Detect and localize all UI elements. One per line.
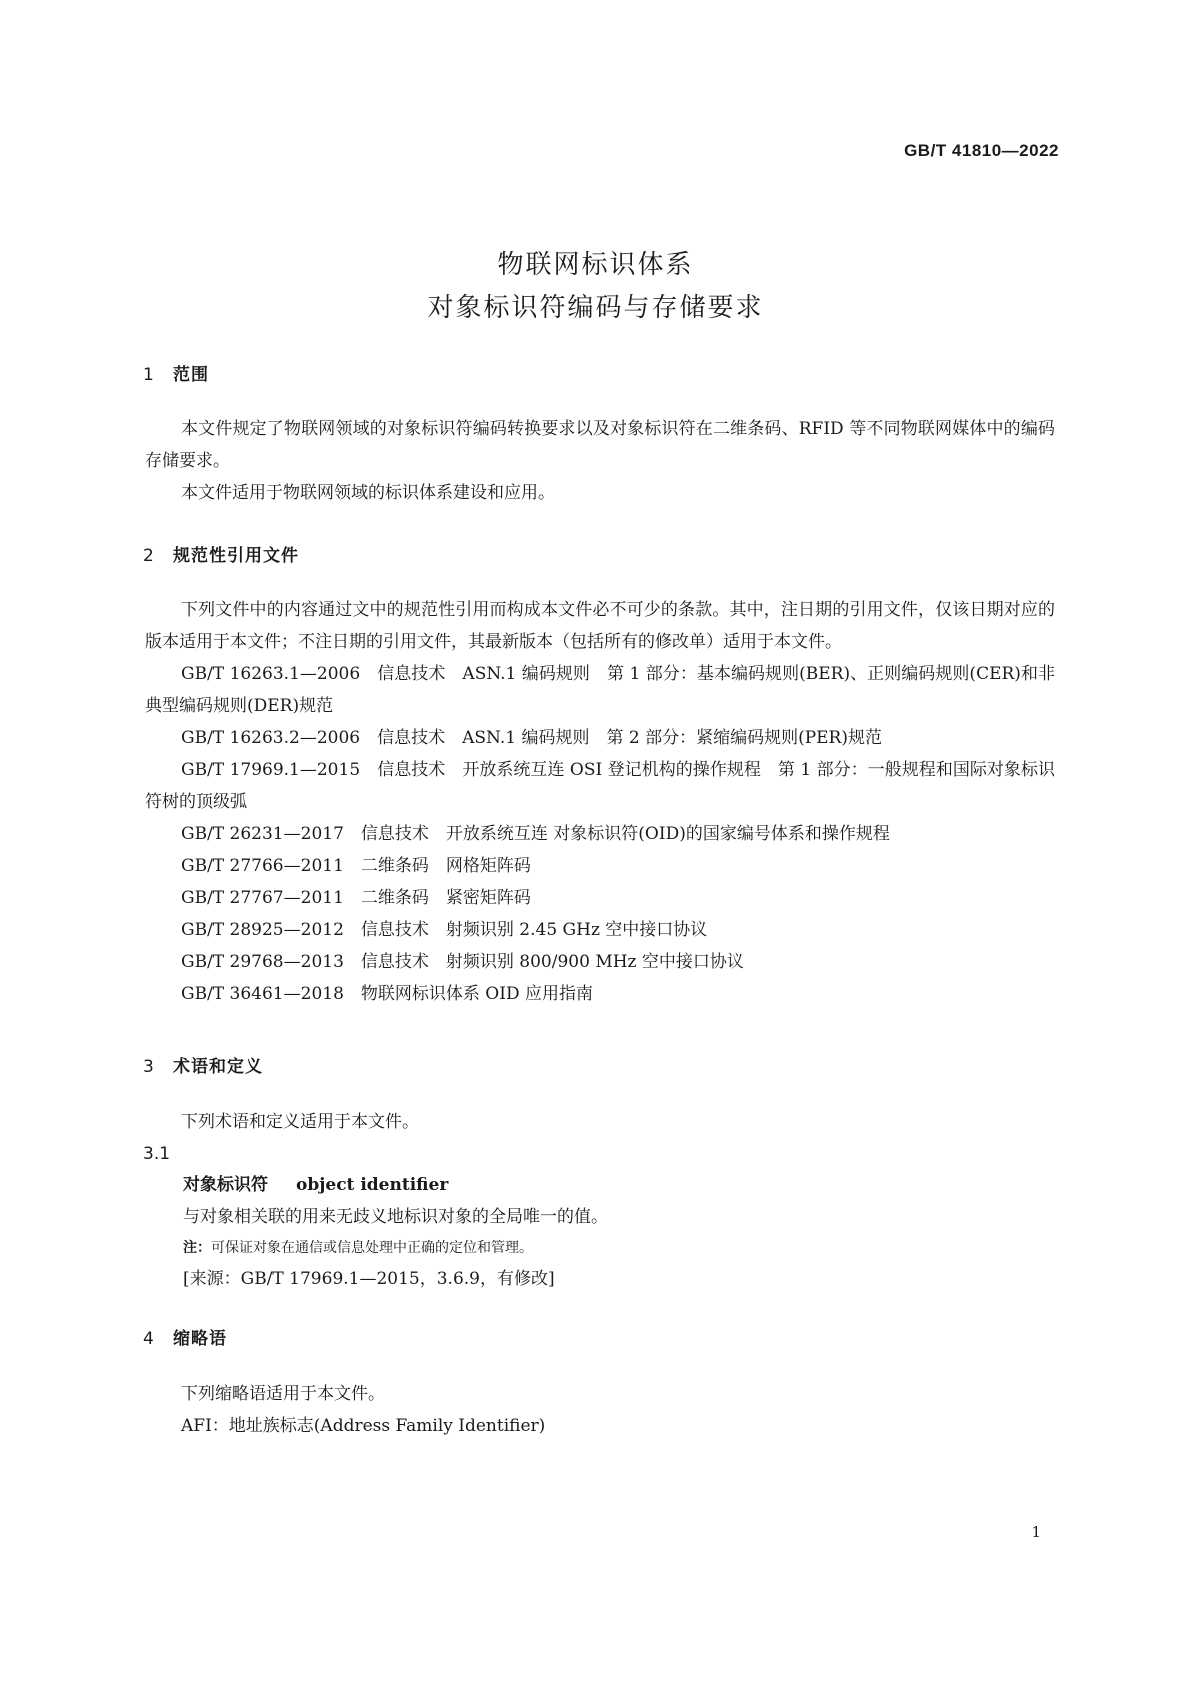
section-number: 4	[143, 1329, 155, 1349]
term-source: [来源：GB/T 17969.1—2015，3.6.9，有修改]	[183, 1269, 555, 1289]
term-title	[183, 1169, 1053, 1201]
paragraph: 下列文件中的内容通过文中的规范性引用而构成本文件必不可少的条款。其中，注日期的引用文件，仅该日期对应的版本适用于本文件；不注日期的引用文件，其最新版本（包括所有的修改单）适用于本文件。	[145, 600, 1055, 652]
document-title-line2: 对象标识符编码与存储要求	[427, 293, 764, 323]
reference-item: GB/T 17969.1—2015 信息技术 开放系统互连 OSI 登记机构的操作规程 第 1 部分：一般规程和国际对象标识符树的顶级弧	[145, 760, 1055, 812]
section-heading-scope	[143, 360, 209, 385]
paragraph: 本文件适用于物联网领域的标识体系建设和应用。	[181, 483, 555, 503]
section-body-terms-definitions	[145, 1106, 1055, 1138]
section-heading-terms-definitions	[143, 1052, 263, 1077]
term-definition: 与对象相关联的用来无歧义地标识对象的全局唯一的值。	[183, 1207, 608, 1227]
section-number: 3	[143, 1057, 155, 1077]
reference-item: GB/T 29768—2013 信息技术 射频识别 800/900 MHz 空中接口协议	[181, 952, 744, 972]
note-text: 可保证对象在通信或信息处理中正确的定位和管理。	[211, 1240, 533, 1256]
section-heading-abbreviations	[143, 1324, 227, 1349]
section-body-normative-references	[145, 594, 1055, 1010]
term-note	[183, 1233, 1053, 1263]
page-number: 1	[1031, 1523, 1041, 1541]
abbreviation-item: AFI：地址族标志(Address Family Identifier)	[181, 1416, 546, 1436]
paragraph: 下列缩略语适用于本文件。	[181, 1384, 385, 1404]
document-title-line1: 物联网标识体系	[497, 250, 694, 280]
reference-item: GB/T 27767—2011 二维条码 紧密矩阵码	[181, 888, 531, 908]
paragraph: 本文件规定了物联网领域的对象标识符编码转换要求以及对象标识符在二维条码、RFID 等不同物联网媒体中的编码存储要求。	[145, 419, 1055, 471]
section-title: 范围	[173, 365, 209, 385]
section-number: 1	[143, 365, 155, 385]
section-title: 术语和定义	[173, 1057, 263, 1077]
reference-item: GB/T 27766—2011 二维条码 网格矩阵码	[181, 856, 531, 876]
paragraph: 下列术语和定义适用于本文件。	[181, 1112, 419, 1132]
section-body-scope	[145, 413, 1055, 509]
section-title: 规范性引用文件	[173, 546, 299, 566]
term-name-en: object identifier	[296, 1175, 449, 1195]
section-body-abbreviations	[145, 1378, 1055, 1442]
term-number: 3.1	[143, 1144, 171, 1164]
reference-item: GB/T 16263.2—2006 信息技术 ASN.1 编码规则 第 2 部分：紧缩编码规则(PER)规范	[181, 728, 882, 748]
section-heading-normative-references	[143, 541, 299, 566]
reference-item: GB/T 36461—2018 物联网标识体系 OID 应用指南	[181, 984, 593, 1004]
section-number: 2	[143, 546, 155, 566]
term-entry	[183, 1169, 1053, 1295]
note-label: 注：	[183, 1240, 211, 1256]
term-name-zh: 对象标识符	[183, 1175, 268, 1195]
reference-item: GB/T 26231—2017 信息技术 开放系统互连 对象标识符(OID)的国家编号体系和操作规程	[181, 824, 890, 844]
standard-code: GB/T 41810—2022	[904, 141, 1059, 160]
section-title: 缩略语	[173, 1329, 227, 1349]
reference-item: GB/T 16263.1—2006 信息技术 ASN.1 编码规则 第 1 部分：基本编码规则(BER)、正则编码规则(CER)和非典型编码规则(DER)规范	[145, 664, 1055, 716]
reference-item: GB/T 28925—2012 信息技术 射频识别 2.45 GHz 空中接口协议	[181, 920, 708, 940]
